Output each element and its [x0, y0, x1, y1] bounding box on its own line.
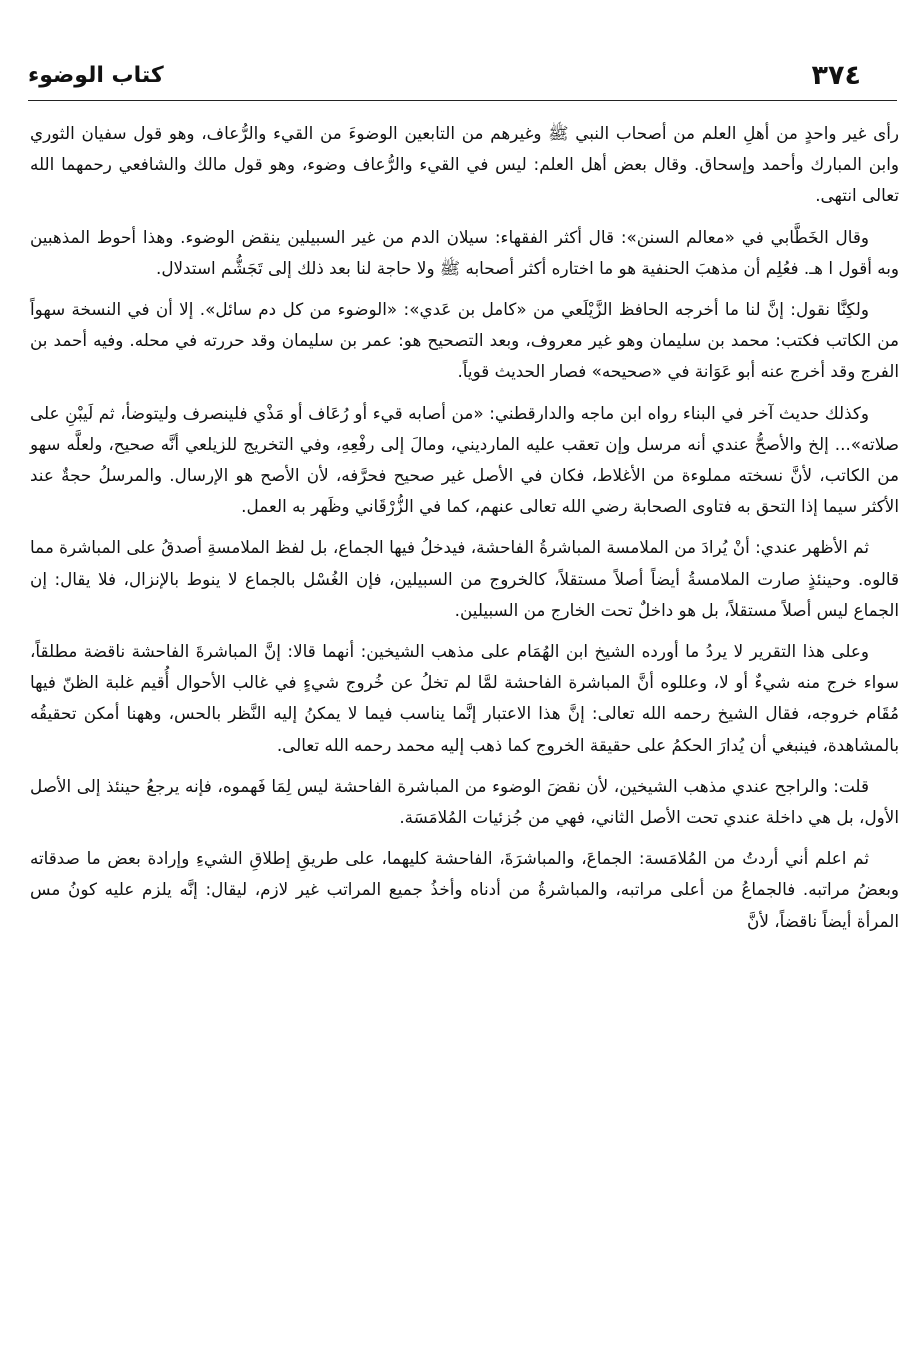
- paragraph-3: ولكِنَّا نقول: إنَّ لنا ما أخرجه الحافظ الزَّيْلَعي من «كامل بن عَدي»: «الوضوء من كل دم سائل». إلا أن في النسخة سهواً من الكاتب فكتب: محمد بن سليمان وهو غير معروف، وبعد التصحيح هو: عمر بن سليمان وقد حررته في محله. وفيه أحمد بن الفرج وقد أخرج عنه أبو عَوَانة في «صحيحه» فصار الحديث قوياً.: [30, 299, 899, 382]
- page-header: [28, 58, 861, 94]
- page-body: [30, 118, 899, 1355]
- header-divider: [28, 100, 897, 101]
- paragraph-1: رأى غير واحدٍ من أهلِ العلم من أصحاب النبي ﷺ وغيرهم من التابعين الوضوءَ من القيء والرُّعاف، وهو قول سفيان الثوري وابن المبارك وأحمد وإسحاق. وقال بعض أهل العلم: ليس في القيء والرُّعاف وضوء، وهو قول مالك والشافعي رحمهما الله تعالى انتهى.: [30, 123, 899, 206]
- book-title: كتاب الوضوء: [28, 63, 164, 88]
- paragraph-5: ثم الأظهر عندي: أنْ يُرادَ من الملامسة المباشرةُ الفاحشة، فيدخلُ فيها الجماع، بل لفظ الملامسةِ أصدقُ على المباشرة مما قالوه. وحينئذٍ صارت الملامسةُ أيضاً أصلاً مستقلاً، كالخروج من السبيلين، فإن الغُسْل بالجماع لا ينوط بالإنزال، فلا يقال: إن الجماع ليس أصلاً مستقلاً، بل هو داخلٌ تحت الخارج من السبيلين.: [30, 537, 899, 620]
- paragraph-2: وقال الخَطَّابي في «معالم السنن»: قال أكثر الفقهاء: سيلان الدم من غير السبيلين ينقض الوضوء. وهذا أحوط المذهبين وبه أقول ا هـ. فعُلِم أن مذهبَ الحنفية هو ما اختاره أكثر أصحابه ﷺ ولا حاجة لنا بعد ذلك إلى تَجَشُّم استدلال.: [30, 226, 899, 278]
- page-number: ٣٧٤: [811, 60, 861, 91]
- paragraph-6: وعلى هذا التقرير لا يردُ ما أورده الشيخ ابن الهُمَام على مذهب الشيخين: أنهما قالا: إنَّ المباشرةَ الفاحشة ناقضة مطلقاً، سواء خرج منه شيءٌ أو لا، وعللوه أنَّ المباشرة الفاحشة لمَّا لم تخلُ عن خُروج شيءٍ في غالب الأحوال أُقيم غلبة الظنّ فيها مُقَام خروجه، فقال الشيخ رحمه الله تعالى: إنَّ هذا الاعتبار إنَّما يناسب فيما لا يمكنُ إليه النَّظر بالحس، وههنا أمكن تحقيقُه بالمشاهدة، فينبغي أن يُدارَ الحكمُ على حقيقة الخروج كما ذهب إليه محمد رحمه الله تعالى.: [30, 641, 899, 755]
- paragraph-8: ثم اعلم أني أردتُ من المُلامَسة: الجماعَ، والمباشرَةَ، الفاحشة كليهما، على طريقِ إطلاقِ الشيءِ وإرادة بعض ما صدقاته وبعضُ مراتبه. فالجماعُ من أعلى مراتبه، والمباشرةُ من أدناه وأخذُ جميع المراتب غير لازم، ليقال: إنَّه يلزم عليه كونُ مس المرأة أيضاً ناقضاً، لأنَّ: [30, 848, 899, 931]
- paragraph-7: قلت: والراجح عندي مذهب الشيخين، لأن نقضَ الوضوء من المباشرة الفاحشة ليس لِمَا فَهموه، فإنه يرجعُ حينئذ إلى الأصل الأول، بل هي داخلة عندي تحت الأصل الثاني، فهي من جُزئيات المُلامَسَة.: [30, 775, 899, 828]
- paragraph-4: وكذلك حديث آخر في البناء رواه ابن ماجه والدارقطني: «من أصابه قيء أو رُعَاف أو مَذْي فلينصرف وليتوضأ، ثم لَيبْنِ على صلاته»... إلخ والأصحُّ عندي أنه مرسل وإن تعقب عليه المارديني، ومالَ إلى رفْعِهِ، وفي التخريج للزيلعي أنَّه صحيح، ولعلَّه سهو من الكاتب، لأنَّ نسخته مملوءة من الأغلاط، فكان في الأصل غير صحيح فحرَّفه، لأن الأصح هو الإرسال. والمرسلُ حجةٌ عند الأكثر سيما إذا التحق به فتاوى الصحابة رضي الله تعالى عنهم، كما في الزُّرْقَاني وظَهر به العمل.: [30, 402, 899, 517]
